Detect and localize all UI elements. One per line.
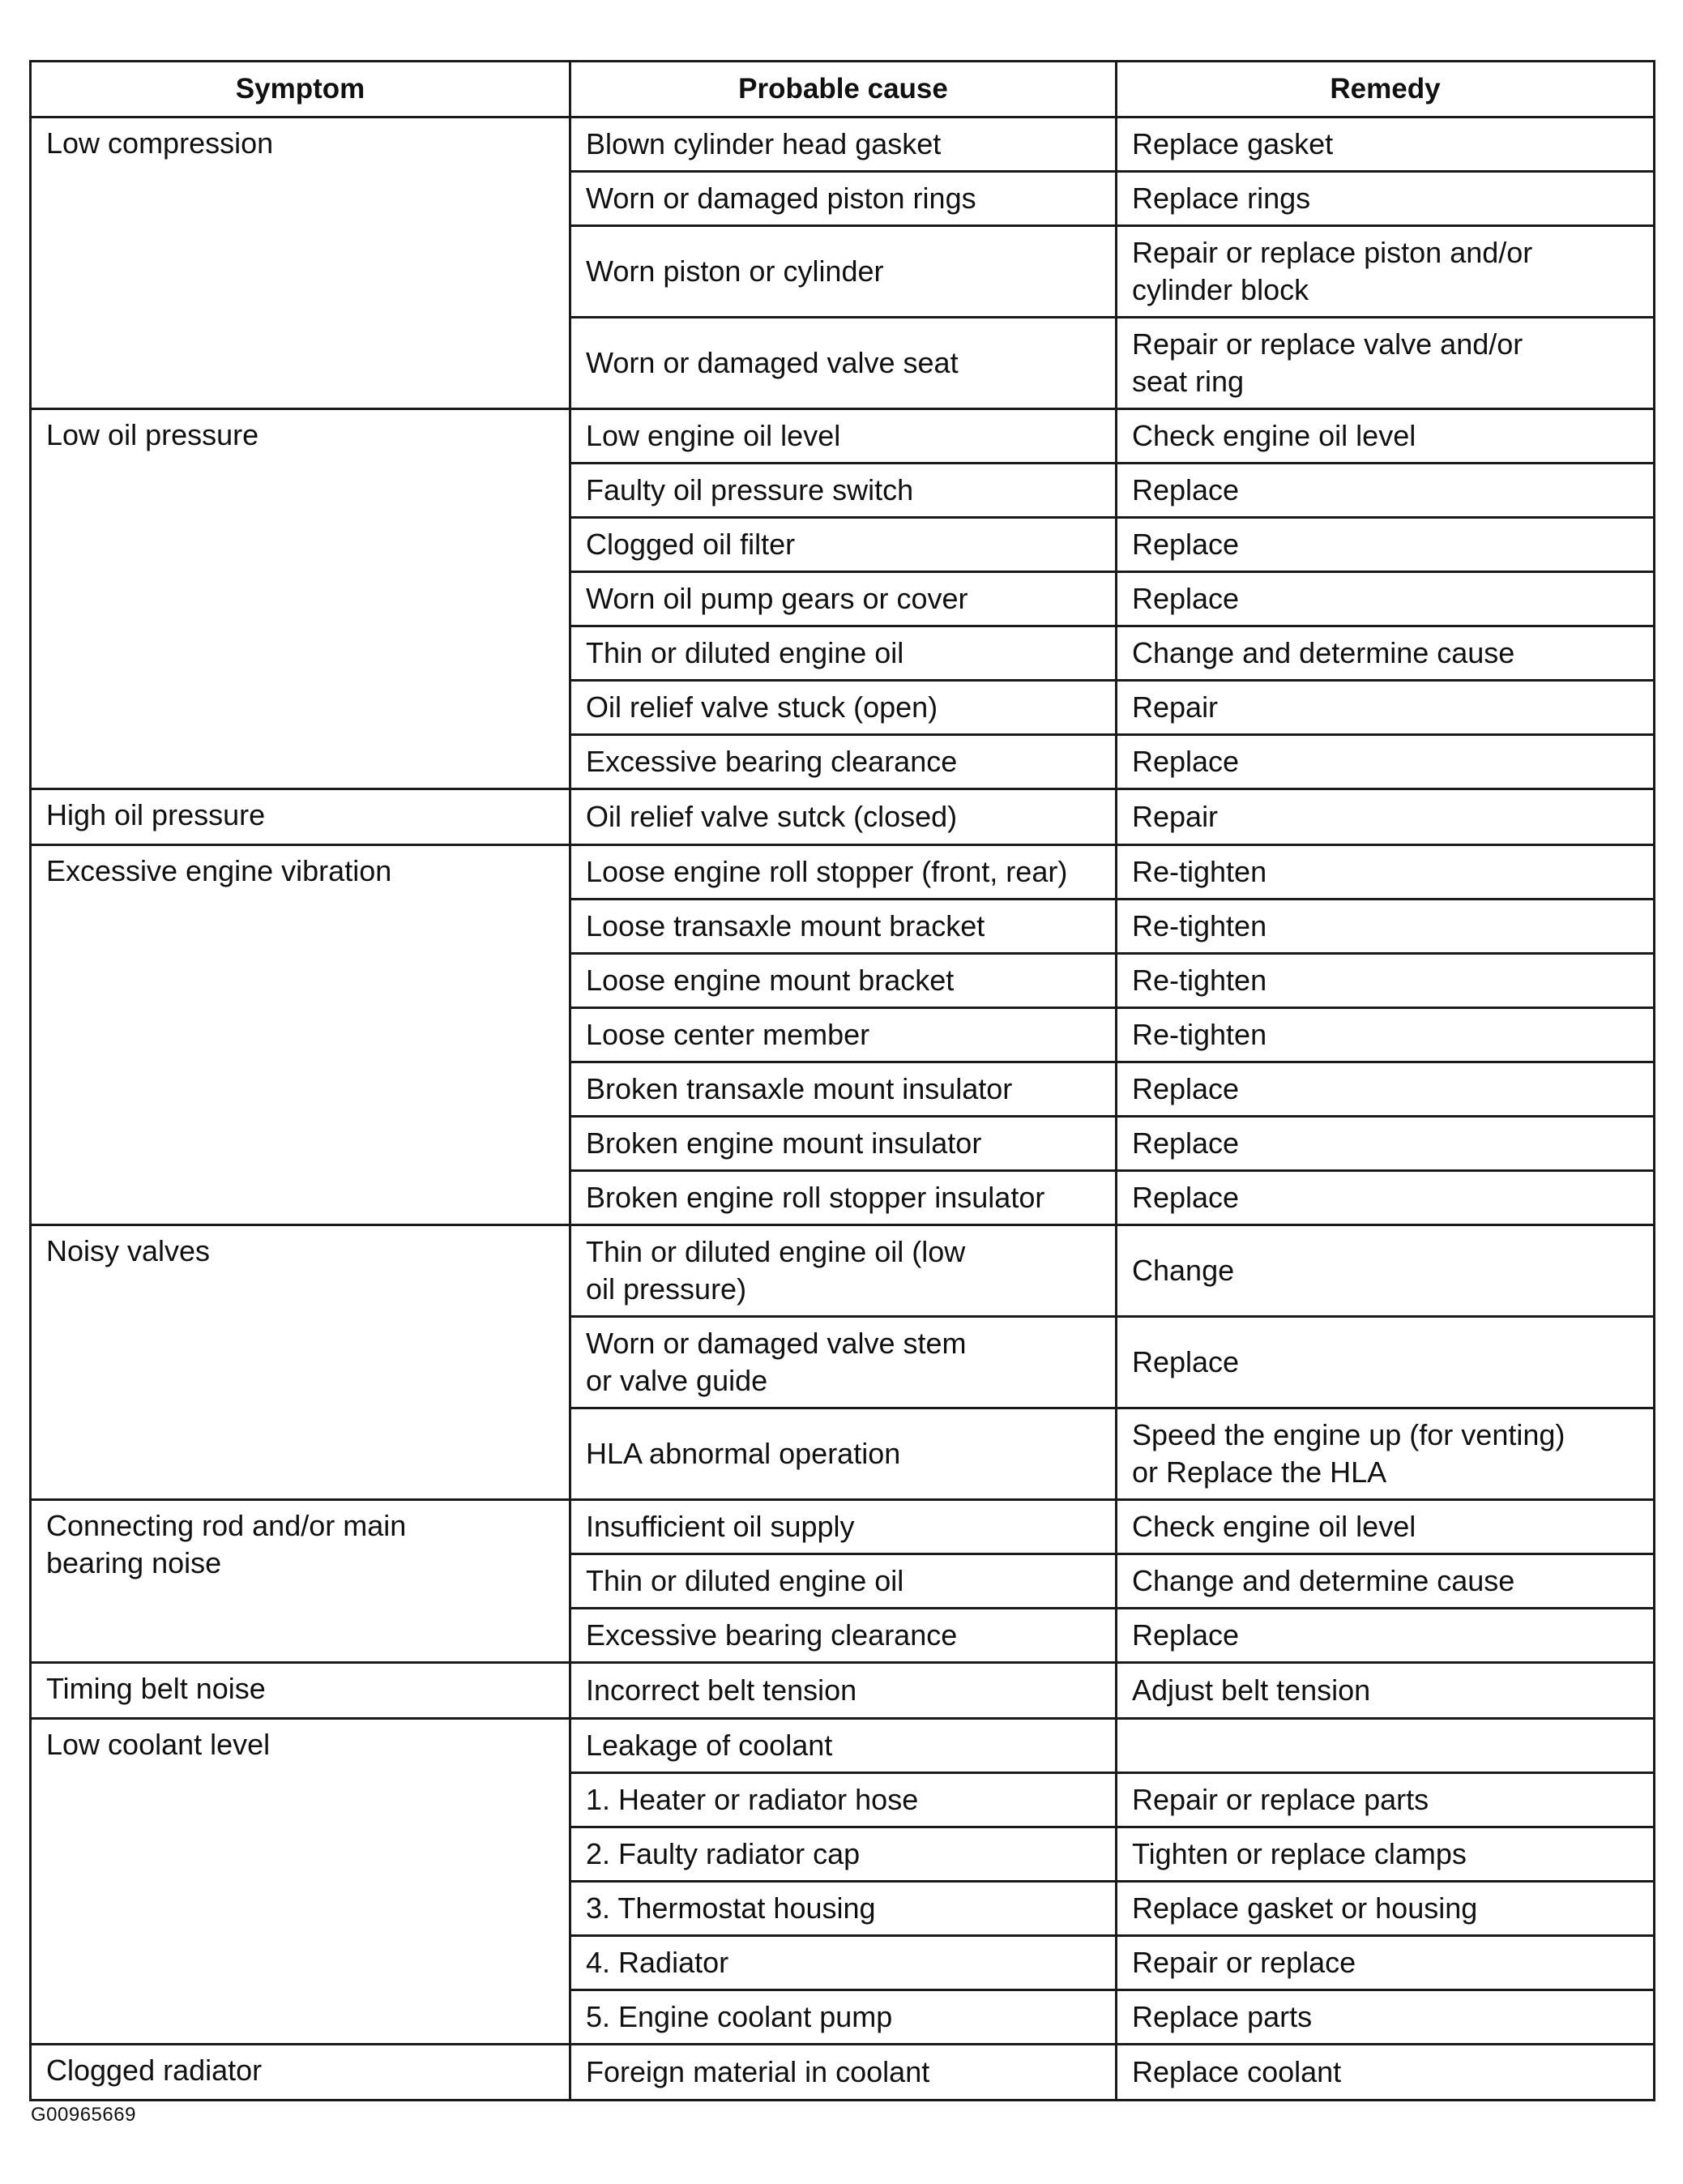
probable-cause-cell: Broken transaxle mount insulator [570, 1062, 1117, 1117]
table-body [31, 118, 1655, 2101]
probable-cause-cell: 1. Heater or radiator hose [570, 1773, 1117, 1827]
table-row [31, 845, 1655, 900]
symptom-cell: Low oil pressure [31, 409, 570, 789]
table-row [31, 1225, 1655, 1317]
remedy-cell: Replace [1117, 1609, 1655, 1663]
symptom-cell: Connecting rod and/or main bearing noise [31, 1500, 570, 1663]
remedy-cell: Replace [1117, 1117, 1655, 1171]
header-symptom: Symptom [31, 62, 570, 118]
table-row [31, 1663, 1655, 1719]
probable-cause-cell: Broken engine roll stopper insulator [570, 1171, 1117, 1225]
troubleshooting-table-container [29, 60, 1653, 2101]
symptom-cell: Clogged radiator [31, 2045, 570, 2101]
probable-cause-cell: Excessive bearing clearance [570, 735, 1117, 789]
remedy-cell: Replace [1117, 1317, 1655, 1408]
probable-cause-cell: HLA abnormal operation [570, 1408, 1117, 1500]
header-row [31, 62, 1655, 118]
remedy-cell: Replace [1117, 1062, 1655, 1117]
probable-cause-cell: Loose transaxle mount bracket [570, 900, 1117, 954]
probable-cause-cell: Clogged oil filter [570, 518, 1117, 572]
probable-cause-cell: Low engine oil level [570, 409, 1117, 464]
probable-cause-cell: 5. Engine coolant pump [570, 1990, 1117, 2045]
remedy-cell: Repair [1117, 681, 1655, 735]
remedy-cell: Repair or replace [1117, 1936, 1655, 1990]
remedy-cell: Replace gasket [1117, 118, 1655, 172]
remedy-cell: Re-tighten [1117, 845, 1655, 900]
symptom-cell: Low compression [31, 118, 570, 409]
troubleshooting-table [29, 60, 1655, 2101]
probable-cause-cell: 3. Thermostat housing [570, 1882, 1117, 1936]
remedy-cell: Re-tighten [1117, 900, 1655, 954]
remedy-cell: Replace [1117, 464, 1655, 518]
remedy-cell: Check engine oil level [1117, 1500, 1655, 1554]
probable-cause-cell: Thin or diluted engine oil (low oil pressure) [570, 1225, 1117, 1317]
table-header [31, 62, 1655, 118]
remedy-cell: Repair or replace parts [1117, 1773, 1655, 1827]
table-row [31, 1719, 1655, 1773]
remedy-cell: Speed the engine up (for venting) or Replace the HLA [1117, 1408, 1655, 1500]
probable-cause-cell: Worn or damaged valve seat [570, 318, 1117, 409]
remedy-cell: Replace coolant [1117, 2045, 1655, 2101]
symptom-cell: Timing belt noise [31, 1663, 570, 1719]
probable-cause-cell: Incorrect belt tension [570, 1663, 1117, 1719]
remedy-cell: Change and determine cause [1117, 1554, 1655, 1609]
remedy-cell: Adjust belt tension [1117, 1663, 1655, 1719]
remedy-cell: Repair or replace piston and/or cylinder block [1117, 226, 1655, 318]
symptom-cell: Noisy valves [31, 1225, 570, 1500]
probable-cause-cell: Faulty oil pressure switch [570, 464, 1117, 518]
remedy-cell: Replace [1117, 1171, 1655, 1225]
probable-cause-cell: Thin or diluted engine oil [570, 626, 1117, 681]
remedy-cell: Replace [1117, 735, 1655, 789]
remedy-cell: Replace parts [1117, 1990, 1655, 2045]
remedy-cell: Re-tighten [1117, 954, 1655, 1008]
probable-cause-cell: Worn oil pump gears or cover [570, 572, 1117, 626]
table-row [31, 118, 1655, 172]
probable-cause-cell: 2. Faulty radiator cap [570, 1827, 1117, 1882]
remedy-cell: Replace rings [1117, 172, 1655, 226]
remedy-cell: Replace [1117, 518, 1655, 572]
probable-cause-cell: Blown cylinder head gasket [570, 118, 1117, 172]
table-row [31, 2045, 1655, 2101]
figure-code: G00965669 [31, 2104, 136, 2126]
table-row [31, 789, 1655, 845]
probable-cause-cell: Foreign material in coolant [570, 2045, 1117, 2101]
probable-cause-cell: Worn or damaged valve stem or valve guide [570, 1317, 1117, 1408]
probable-cause-cell: Loose engine roll stopper (front, rear) [570, 845, 1117, 900]
probable-cause-cell: Broken engine mount insulator [570, 1117, 1117, 1171]
remedy-cell: Check engine oil level [1117, 409, 1655, 464]
remedy-cell: Change and determine cause [1117, 626, 1655, 681]
remedy-cell: Re-tighten [1117, 1008, 1655, 1062]
remedy-cell: Change [1117, 1225, 1655, 1317]
remedy-cell: Repair or replace valve and/or seat ring [1117, 318, 1655, 409]
probable-cause-cell: Oil relief valve stuck (open) [570, 681, 1117, 735]
table-row [31, 409, 1655, 464]
probable-cause-cell: Excessive bearing clearance [570, 1609, 1117, 1663]
symptom-cell: High oil pressure [31, 789, 570, 845]
remedy-cell: Replace [1117, 572, 1655, 626]
symptom-cell: Low coolant level [31, 1719, 570, 2045]
remedy-cell: Repair [1117, 789, 1655, 845]
probable-cause-cell: Oil relief valve sutck (closed) [570, 789, 1117, 845]
probable-cause-cell: Worn piston or cylinder [570, 226, 1117, 318]
probable-cause-cell: Worn or damaged piston rings [570, 172, 1117, 226]
probable-cause-cell: Loose center member [570, 1008, 1117, 1062]
header-probable-cause: Probable cause [570, 62, 1117, 118]
table-row [31, 1500, 1655, 1554]
symptom-cell: Excessive engine vibration [31, 845, 570, 1225]
probable-cause-cell: 4. Radiator [570, 1936, 1117, 1990]
probable-cause-cell: Thin or diluted engine oil [570, 1554, 1117, 1609]
probable-cause-cell: Loose engine mount bracket [570, 954, 1117, 1008]
probable-cause-cell: Insufficient oil supply [570, 1500, 1117, 1554]
probable-cause-cell: Leakage of coolant [570, 1719, 1117, 1773]
remedy-cell [1117, 1719, 1655, 1773]
remedy-cell: Tighten or replace clamps [1117, 1827, 1655, 1882]
remedy-cell: Replace gasket or housing [1117, 1882, 1655, 1936]
header-remedy: Remedy [1117, 62, 1655, 118]
